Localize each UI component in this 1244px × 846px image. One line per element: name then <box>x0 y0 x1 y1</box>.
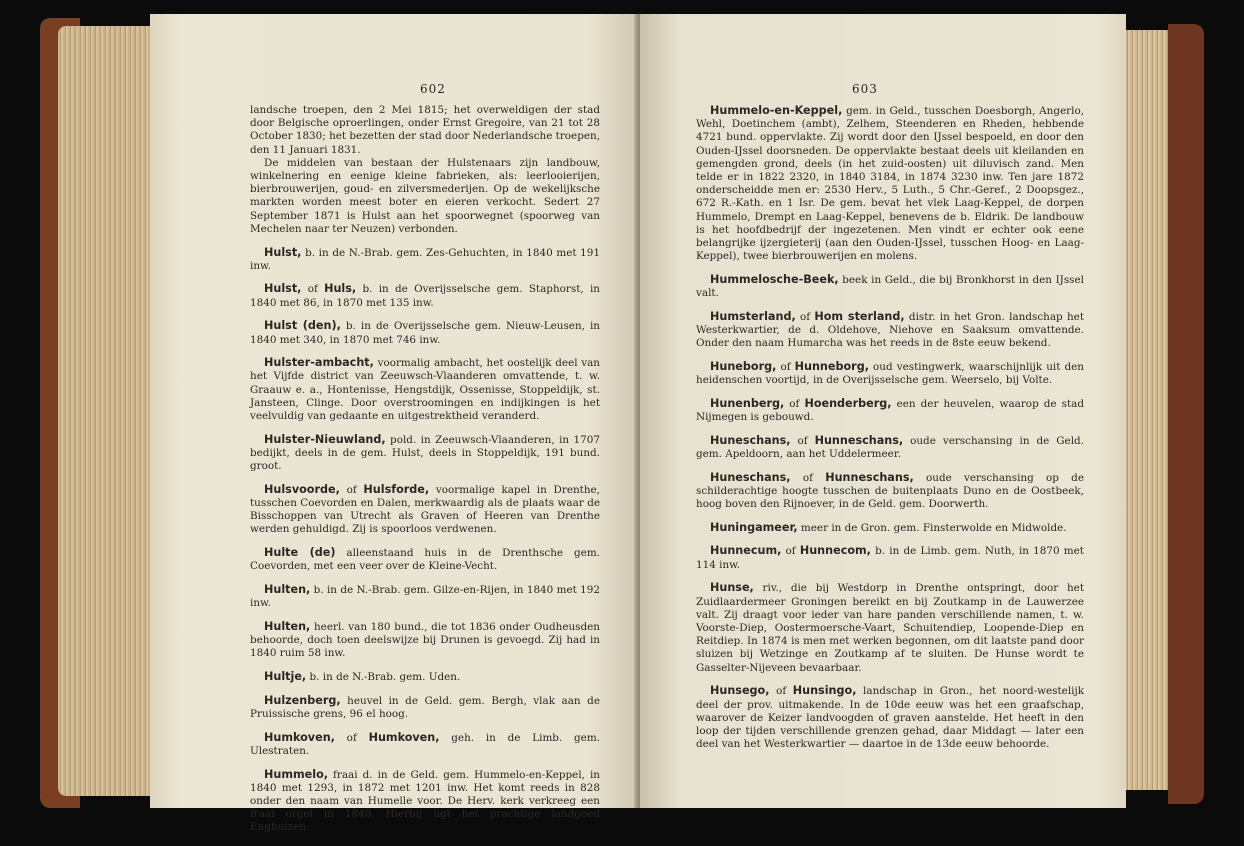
dictionary-entry <box>696 434 1084 461</box>
entry-text: b. in de N.-Brab. gem. Zes-Gehuchten, in 1840 met 191 inw. <box>250 246 600 272</box>
page-number: 603 <box>852 82 878 96</box>
dictionary-entry <box>250 670 600 684</box>
entry-headword: Hummelo, <box>264 767 329 781</box>
entry-text: of <box>769 685 793 698</box>
entry-headword: Hulten, <box>264 583 311 597</box>
dictionary-entry <box>696 684 1084 751</box>
dictionary-entry <box>696 397 1084 424</box>
entry-headword: Hoenderberg, <box>804 396 892 410</box>
entry-headword: Hunsego, <box>710 684 770 698</box>
entry-text: of <box>339 483 364 496</box>
entry-headword: Hulst (den), <box>264 319 341 333</box>
dictionary-entry <box>250 282 600 309</box>
entry-text: b. in de Overijsselsche gem. Nieuw-Leusen, in 1840 met 340, in 1870 met 746 inw. <box>250 320 601 346</box>
entry-text: of <box>790 434 815 447</box>
dictionary-entry <box>696 471 1084 512</box>
entry-text: of <box>301 283 325 296</box>
entry-headword: Hummelosche-Beek, <box>710 272 839 286</box>
entry-text: voormalige kapel in Drenthe, tusschen Coevorden en Dalen, merkwaardig als de plaats waar de Bisschoppen van Utrecht als Graven of Heeren van Drenthe werden gehuldigd. Zij is spoorloos verdwenen. <box>250 483 600 536</box>
entry-headword: Huneborg, <box>710 359 777 373</box>
entry-headword: Hulsforde, <box>363 482 430 496</box>
entry-headword: Hulster-Nieuwland, <box>264 432 386 446</box>
entry-headword: Huls, <box>324 282 357 296</box>
dictionary-entry <box>250 246 600 273</box>
right-page <box>640 14 1126 808</box>
entry-text: alleenstaand huis in de Drenthsche gem. Coevorden, met een veer over de Kleine-Vecht. <box>250 547 600 573</box>
entry-text: b. in de Limb. gem. Nuth, in 1870 met 114 inw. <box>696 545 1084 571</box>
entry-headword: Hulst, <box>264 245 302 259</box>
dictionary-entry <box>696 104 1084 263</box>
entry-text: pold. in Zeeuwsch-Vlaanderen, in 1707 bedijkt, deels in de gem. Hulst, deels in Stoppeldijk, 191 bund. groot. <box>250 433 600 473</box>
entry-headword: Huneschans, <box>710 433 791 447</box>
dictionary-entry <box>250 319 600 346</box>
entry-headword: Hulsvoorde, <box>264 482 340 496</box>
dictionary-entry <box>250 583 600 610</box>
entry-text: heuvel in de Geld. gem. Bergh, vlak aan de Pruissische grens, 96 el hoog. <box>250 694 600 721</box>
entry-text: riv., die bij Westdorp in Drenthe ontspringt, door het Zuidlaardermeer Groningen bereikt en bij Zoutkamp in de Lauwerzee valt. Zij draagt voor ieder van hare panden verschillende namen, t. w. Voorste-Diep, Oostermoersche-Vaart, Schuitendiep, Loopende-Diep en Reitdiep. In 1874 is men met werken begonnen, om dit laatste pand door sluizen bij Wetzinge en Zoutkamp af te sluiten. De Hunse wordt te Gasselter-Nijeveen bevaarbaar. <box>696 582 1084 674</box>
dictionary-entry <box>696 310 1084 351</box>
page-number: 602 <box>420 82 446 96</box>
entry-text: gem. in Geld., tusschen Doesborgh, Angerlo, Wehl, Doetinchem (ambt), Zelhem, Steenderen en Rheden, hebbende 4721 bund. oppervlakte. Zij wordt door den IJssel bespoeld, en door den Ouden-IJssel doorsneden. De oppervlakte bestaat deels uit kleilanden en gemengden grond, deels (in het zuid-oosten) uit diluvisch zand. Men telde er in 1822 2320, in 1840 3184, in 1874 3230 inw. Ten jare 1872 onderscheidde men er: 2530 Herv., 5 Luth., 5 Chr.-Geref., 2 Doopsgez., 672 R.-Kath. en 1 Isr. De gem. bevat het vlek Laag-Keppel, de dorpen Hummelo, Drempt en Laag-Keppel, benevens de b. Eldrik. De landbouw is het hoofdbedrijf der ingezetenen. Men vindt er echter ook eene belangrijke ijzergieterij (aan den Ouden-IJssel, tusschen Hoog- en Laag-Keppel), twee bierbrouwerijen en molens. <box>696 105 1084 263</box>
entry-text: of <box>790 471 826 484</box>
left-page <box>150 14 638 834</box>
dictionary-entry <box>250 483 600 537</box>
entry-headword: Hunneschans, <box>825 470 914 484</box>
text-column <box>250 104 600 844</box>
entry-text: distr. in het Gron. landschap het Westerkwartier, de d. Oldehove, Niehove en Saaksum omvattende. Onder den naam Humarcha was het reeds in de 8ste eeuw bekend. <box>696 310 1084 350</box>
entry-text: b. in de Overijsselsche gem. Staphorst, in 1840 met 86, in 1870 met 135 inw. <box>250 283 600 309</box>
entry-text: geh. in de Limb. gem. Ulestraten. <box>250 731 600 757</box>
entry-headword: Hunsingo, <box>792 684 857 698</box>
entry-headword: Hunnecom, <box>799 544 871 558</box>
entry-headword: Hulster-ambacht, <box>264 356 374 370</box>
entry-text: landsche troepen, den 2 Mei 1815; het overweldigen der stad door Belgische oproerlingen, onder Ernst Gregoire, van 21 tot 28 October 1830; het bezetten der stad door Nederlandsche troepen, den 11 Januari 1831. <box>250 104 600 156</box>
dictionary-entry <box>250 546 600 573</box>
entry-headword: Hunneborg, <box>794 359 869 373</box>
entry-headword: Huneschans, <box>710 470 791 484</box>
dictionary-entry <box>250 768 600 835</box>
entry-headword: Hulst, <box>264 282 302 296</box>
dictionary-entry <box>250 104 600 236</box>
entry-headword: Humkoven, <box>264 730 335 744</box>
entry-text: oude verschansing op de schilderachtige hoogte tusschen de buitenplaats Duno en de Oostbeek, hoog boven den Rijnoever, in de Geld. gem. Doorwerth. <box>696 471 1084 511</box>
entry-text: landschap in Gron., het noord-westelijk deel der prov. uitmakende. In de 10de eeuw was het een graafschap, waarover de Keizer landvoogden of graven aanstelde. Het heeft in den loop der tijden verschillende grenzen gehad, daar Middagt — later een deel van het Westerkwartier — daartoe in de 13de eeuw behoorde. <box>696 685 1084 751</box>
dictionary-entry <box>696 521 1084 535</box>
entry-headword: Hummelo-en-Keppel, <box>710 104 843 117</box>
dictionary-entry <box>250 356 600 423</box>
entry-text: of <box>784 397 805 410</box>
entry-text: een der heuvelen, waarop de stad Nijmegen is gebouwd. <box>696 397 1084 424</box>
entry-text: of <box>795 310 815 323</box>
entry-headword: Hulte (de) <box>264 546 336 560</box>
entry-headword: Hunenberg, <box>710 396 785 410</box>
entry-text: of <box>334 731 369 744</box>
book-cover-right <box>1168 24 1204 804</box>
entry-headword: Hulzenberg, <box>264 693 341 707</box>
entry-text: of <box>781 545 800 558</box>
dictionary-entry <box>696 273 1084 300</box>
entry-text: of <box>776 360 795 373</box>
dictionary-entry <box>250 731 600 758</box>
entry-paragraph: De middelen van bestaan der Hulstenaars zijn landbouw, winkelnering en eenige kleine fabrieken, als: leerlooierijen, bierbrouwerijen, goud- en zilversmederijen. Op de wekelijksche markten worden meest boter en eieren verkocht. Sedert 27 September 1871 is Hulst aan het spoorwegnet (spoorweg van Mechelen naar ter Neuzen) verbonden. <box>250 156 600 235</box>
entry-text: b. in de N.-Brab. gem. Gilze-en-Rijen, in 1840 met 192 inw. <box>250 584 600 610</box>
dictionary-entry <box>250 433 600 474</box>
entry-headword: Hom sterland, <box>814 309 905 323</box>
entry-text: b. in de N.-Brab. gem. Uden. <box>306 671 461 684</box>
entry-headword: Hulten, <box>264 620 311 633</box>
page-edges-left <box>58 26 150 796</box>
entry-headword: Hunnecum, <box>710 544 782 558</box>
dictionary-entry <box>696 581 1084 674</box>
entry-text: meer in de Gron. gem. Finsterwolde en Midwolde. <box>797 521 1067 534</box>
dictionary-entry <box>696 360 1084 387</box>
entry-headword: Hultje, <box>264 670 307 684</box>
entry-text: oud vestingwerk, waarschijnlijk uit den heidenschen voortijd, in de Overijsselsche gem. Weerselo, bij Volte. <box>696 360 1084 387</box>
entry-text: beek in Geld., die bij Bronkhorst in den IJssel valt. <box>696 273 1084 300</box>
entry-headword: Humsterland, <box>710 309 796 323</box>
text-column <box>696 104 1084 761</box>
dictionary-entry <box>696 544 1084 571</box>
entry-text: oude verschansing in de Geld. gem. Apeldoorn, aan het Uddelermeer. <box>696 434 1084 460</box>
entry-text: fraai d. in de Geld. gem. Hummelo-en-Keppel, in 1840 met 1293, in 1872 met 1201 inw. Het komt reeds in 828 onder den naam van Humelle voor. De Herv. kerk verkreeg een fraai orgel in 1840. Hierbij ligt het prachtige landgoed Enghuizen. <box>250 768 600 834</box>
entry-headword: Hunneschans, <box>814 433 904 447</box>
entry-text: heerl. van 180 bund., die tot 1836 onder Oudheusden behoorde, doch toen deelswijze bij Drunen is gevoegd. Zij had in 1840 ruim 58 inw. <box>250 621 600 660</box>
dictionary-entry <box>250 620 600 661</box>
dictionary-entry <box>250 694 600 721</box>
entry-headword: Huningameer, <box>710 520 798 534</box>
entry-headword: Humkoven, <box>368 730 440 744</box>
entry-headword: Hunse, <box>710 581 754 595</box>
entry-text: voormalig ambacht, het oostelijk deel van het Vijfde district van Zeeuwsch-Vlaanderen omvattende, t. w. Graauw e. a., Hontenisse, Hengstdijk, Ossenisse, Stoppeldijk, st. Jansteen, Clinge. Door overstroomingen en indijkingen is het veelvuldig van gedaante en uitgestrektheid veranderd. <box>250 357 600 423</box>
